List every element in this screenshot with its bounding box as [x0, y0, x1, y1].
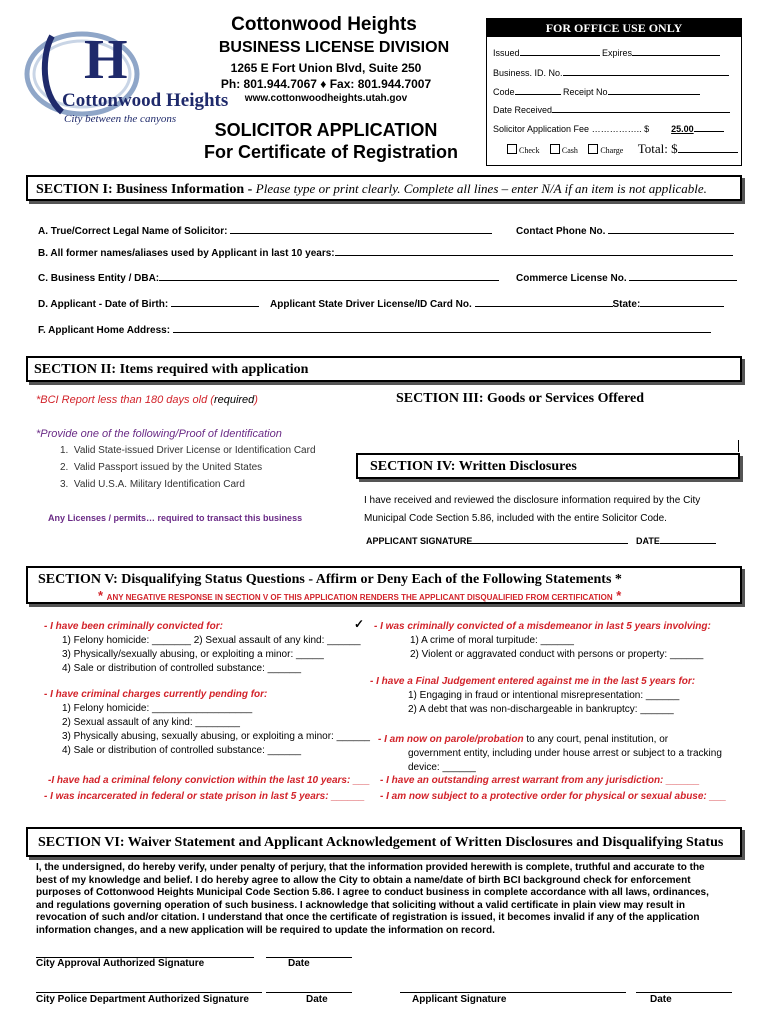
field-legal-name[interactable]: A. True/Correct Legal Name of Solicitor: [38, 222, 492, 237]
bci-requirement: *BCI Report less than 180 days old (required) [36, 394, 258, 406]
section4-header: SECTION IV: Written Disclosures [356, 453, 740, 479]
date-received-field[interactable]: Date Received [493, 101, 730, 115]
city-date-label: Date [288, 958, 310, 969]
pending-charges: - I have criminal charges currently pending for: 1) Felony homicide: __________________ 2) Sexual assault of any kind: ________ 3) Physically abusing, sexually abusing, or exploiting a minor: ______ 4) Sale or distribution of controlled substance: ______ [44, 689, 370, 756]
protective-order-row: - I am now subject to a protective order for physical or sexual abuse: ___ [380, 791, 727, 802]
check-mark-icon: ✓ [354, 617, 365, 631]
phone-fax: Ph: 801.944.7067 ♦ Fax: 801.944.7007 [220, 77, 432, 91]
code-field[interactable]: Code Receipt No [493, 83, 700, 97]
field-home-address[interactable]: F. Applicant Home Address: [38, 321, 711, 336]
form-subtitle: For Certificate of Registration [203, 142, 459, 162]
website: www.cottonwoodheights.utah.gov [244, 93, 408, 104]
licenses-note: Any Licenses / permits… required to transact this business [48, 513, 303, 523]
section3-title: SECTION III: Goods or Services Offered [396, 391, 644, 406]
city-logo [22, 24, 229, 134]
negative-response-warning: ANY NEGATIVE RESPONSE IN SECTION V OF THIS APPLICATION RENDERS THE APPLICANT DISQUALIFIED FROM CERTIFICATION [106, 593, 613, 602]
city-approval-label: City Approval Authorized Signature [36, 958, 205, 969]
logo-tagline: City between the canyons [64, 113, 177, 125]
date-line-police[interactable] [266, 992, 352, 993]
city-name: Cottonwood Heights [231, 14, 417, 35]
warrant-row: - I have an outstanding arrest warrant from any jurisdiction: ______ [380, 775, 700, 786]
felony-row: -I have had a criminal felony conviction within the last 10 years: ___ [48, 775, 370, 786]
police-sig-label: City Police Department Authorized Signature [36, 994, 249, 1005]
cash-checkbox[interactable] [550, 144, 560, 154]
office-use-box [486, 18, 742, 166]
total-label: Total: $ [637, 141, 678, 156]
section5-header: SECTION V: Disqualifying Status Questions - Affirm or Deny Each of the Following Statements * * ANY NEGATIVE RESPONSE IN SECTION V OF THIS APPLICATION RENDERS THE APPLICANT DISQUALIFIED FROM CERTIFICATION * [26, 566, 742, 604]
logo-name: Cottonwood Heights [62, 90, 229, 111]
fee-row: Solicitor Application Fee …………….. $ 25.00 [493, 120, 724, 134]
disclosure-text-2: Municipal Code Section 5.86, included with the entire Solicitor Code. [364, 513, 667, 524]
fee-amount: 25.00 [671, 124, 694, 134]
logo-letter: H [84, 29, 128, 91]
status-list-left: - I have been criminally convicted for: 1) Felony homicide: _______ 2) Sexual assault of any kind: ______ 3) Physically/sexually abusing, or exploiting a minor: _____ 4) Sale or distribution of controlled substance: ______ [44, 621, 361, 674]
applicant-signature-field[interactable]: APPLICANT SIGNATURE [366, 532, 628, 546]
field-former-names[interactable]: B. All former names/aliases used by Applicant in last 10 years: [38, 244, 733, 259]
proof-of-id: *Provide one of the following/Proof of Identification [36, 428, 282, 440]
sig-line-police[interactable] [36, 992, 262, 993]
address: 1265 E Fort Union Blvd, Suite 250 [230, 61, 422, 75]
applicant-date-field[interactable]: DATE [636, 532, 716, 546]
field-commerce-license[interactable]: Commerce License No. [516, 269, 737, 284]
police-date-label: Date [306, 994, 328, 1005]
section4-rule [738, 440, 739, 452]
id-item-3: 3. Valid U.S.A. Military Identification Card [60, 479, 245, 490]
field-business-entity[interactable]: C. Business Entity / DBA: [38, 269, 499, 284]
sig-line-applicant[interactable] [400, 992, 626, 993]
field-driver-license[interactable]: Applicant State Driver License/ID Card No. State: [270, 295, 724, 310]
final-judgement: - I have a Final Judgement entered against me in the last 5 years for: 1) Engaging in fraud or intentional misrepresentation: ______ 2) A debt that was non-dischargeable in bankruptcy: ______ [370, 676, 696, 715]
section2-header: SECTION II: Items required with application [26, 356, 742, 382]
check-checkbox[interactable] [507, 144, 517, 154]
section6-header: SECTION VI: Waiver Statement and Applicant Acknowledgement of Written Disclosures and Disqualifying Status [26, 827, 742, 857]
issued-field[interactable]: Issued Expires [493, 44, 720, 58]
status-list-right: - I was criminally convicted of a misdemeanor in last 5 years involving: 1) A crime of moral turpitude: ______ 2) Violent or aggravated conduct with persons or property: ______ [374, 621, 711, 660]
applicant-sig-label: Applicant Signature [412, 994, 507, 1005]
waiver-statement: I, the undersigned, do hereby verify, under penalty of perjury, that the information provided herewith is complete, truthful and accurate to the best of my knowledge and belief. I do hereby agree to allow the City to obtain a name/date of birth BCI background check for enforcement purposes of Cottonwood Heights Municipal Code Section 5.86. I agree to conduct business in complete accordance with all laws, ordinances, and regulations governing operation of such business. I acknowledge that soliciting without a valid certificate in plain view may result in revocation of such and/or citation. I understand that once the certificate of registration is issued, it becomes invalid if any of the application information changes, and a new application will be required to update the information on record. [36, 862, 709, 936]
office-use-title: FOR OFFICE USE ONLY [487, 19, 741, 37]
form-title: SOLICITOR APPLICATION [214, 120, 438, 140]
field-date-of-birth[interactable]: D. Applicant - Date of Birth: [38, 295, 259, 310]
payment-row: Check Cash Charge Total: $ [507, 140, 738, 158]
date-line-applicant[interactable] [636, 992, 732, 993]
id-item-1: 1. Valid State-issued Driver License or Identification Card [60, 445, 316, 456]
business-id-field[interactable]: Business. ID. No. [493, 64, 729, 78]
field-contact-phone[interactable]: Contact Phone No. [516, 222, 734, 237]
incarcerated-row: - I was incarcerated in federal or state prison in last 5 years: ______ [44, 791, 365, 802]
applicant-final-date-label: Date [650, 994, 672, 1005]
charge-checkbox[interactable] [588, 144, 598, 154]
disclosure-text-1: I have received and reviewed the disclosure information required by the City [364, 495, 701, 506]
section1-header: SECTION I: Business Information - Please type or print clearly. Complete all lines – enter N/A if an item is not applicable. [26, 175, 742, 201]
parole-row: - I am now on parole/probation to any court, penal institution, or government entity, including under house arrest or subject to a tracking device: ______ [378, 734, 722, 773]
id-item-2: 2. Valid Passport issued by the United States [60, 462, 263, 473]
division-name: BUSINESS LICENSE DIVISION [218, 39, 450, 56]
